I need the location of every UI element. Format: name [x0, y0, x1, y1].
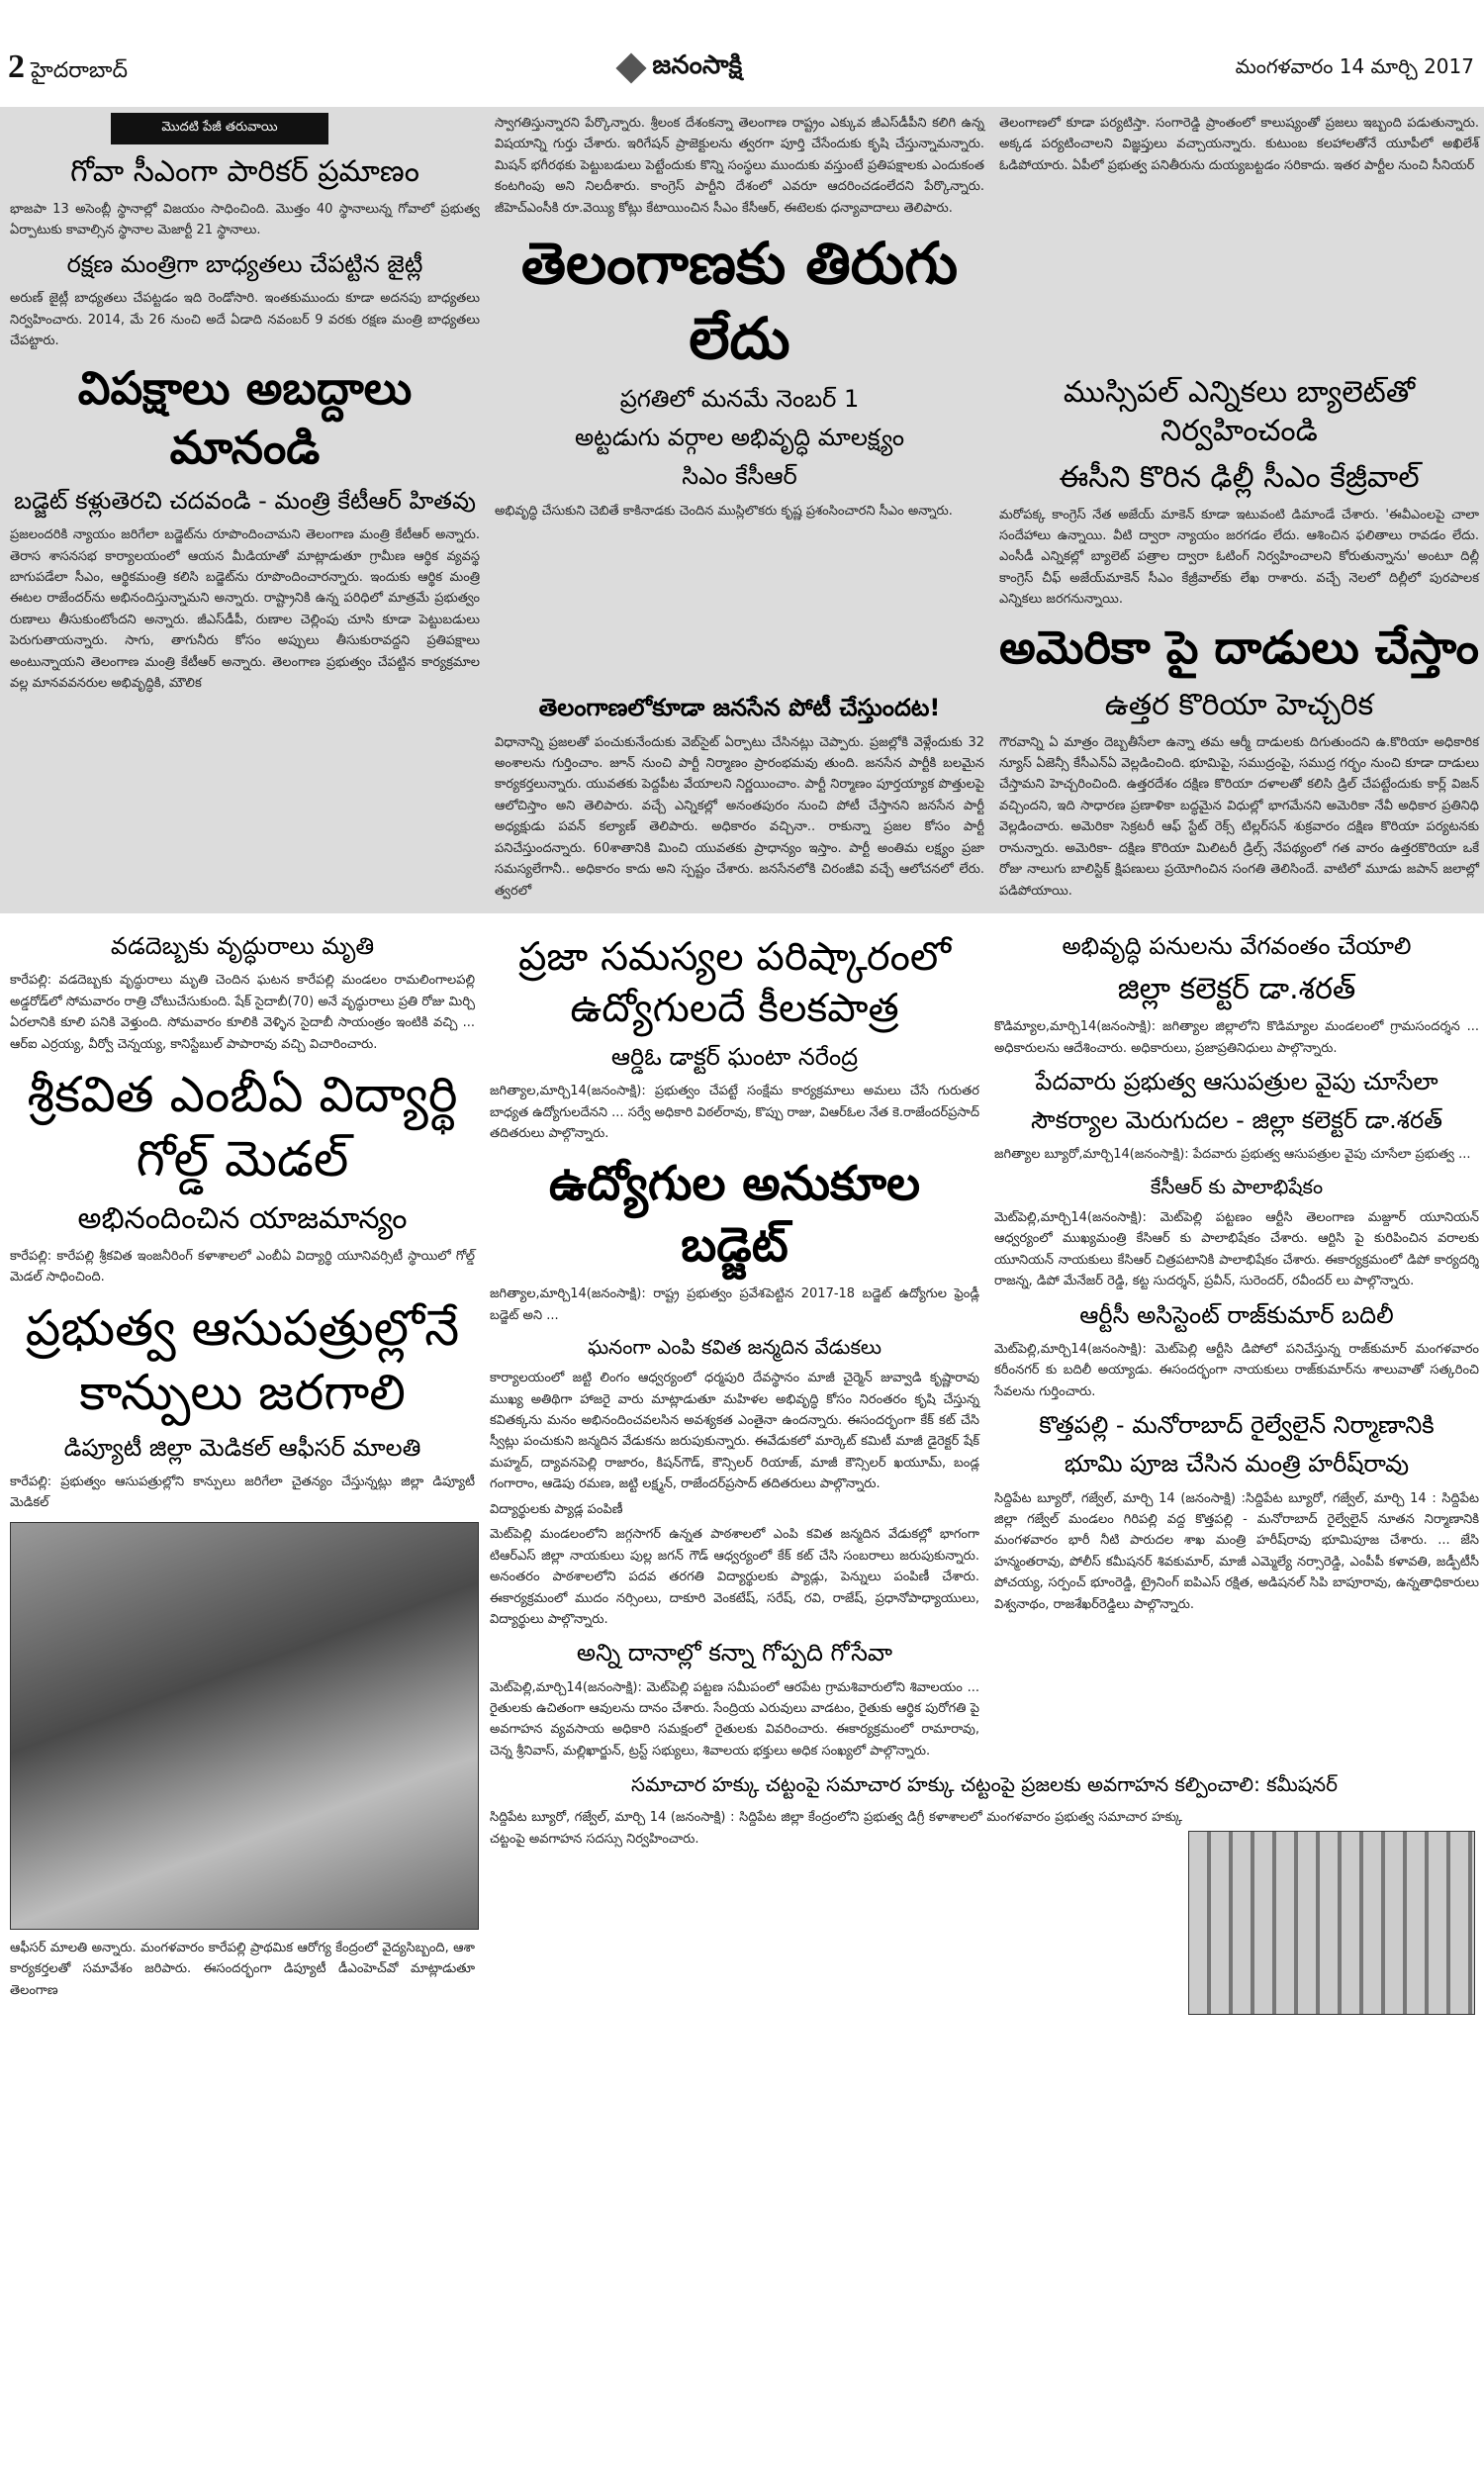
subheadline: సౌకర్యాల మెరుగుదల - జిల్లా కలెక్టర్ డా.శరత్ [1031, 1106, 1442, 1135]
headline-rti: సమాచార హక్కు చట్టంపై సమాచార హక్కు చట్టంపై ప్రజలకు అవగాహన కల్పించాలి: కమీషనర్ [631, 1772, 1338, 1797]
subheadline: బడ్జెట్ కళ్లుతెరచి చదవండి - మంత్రి కేటీఆర్ హితవు [14, 486, 476, 515]
headline-telangana: తెలంగాణకు తిరుగు లేదు [520, 230, 959, 372]
subheadline: అభినందించిన యాజమాన్యం [77, 1200, 408, 1236]
masthead [0, 0, 1484, 107]
paragraph-subhead: విద్యార్థులకు ప్యాడ్ల పంపిణీ [490, 1501, 623, 1517]
classroom-photo [1188, 1831, 1475, 2015]
headline-employees-role: ప్రజా సమస్యల పరిష్కారంలో ఉద్యోగులదే కీలకపాత్ర [517, 934, 952, 1031]
article-body: కారేపల్లి: వడదెబ్బకు వృద్ధురాలు మృతి చెందిన ఘటన కారేపల్లి మండలం రామలింగాలపల్లి అడ్డరోడ్‌లో సోమవారం రాత్రి చోటుచేసుకుంది. షేక్ సైదాబీ(70) అనే వృద్ధురాలు ప్రతి రోజు మిర్చి ఏరలానికి కూలి పనికి వెళ్తుంది. సోమవారం కూలికి వెళ్ళిన సైదాబీ సాయంత్రం ఇంటికి వచ్చి ... ఆర్‌ఐ ఎర్రయ్య, వీర్వో చెన్నయ్య, కానిస్టేబుల్ పాపారావు వచ్చి విచారించారు. [10, 973, 475, 1052]
article-body: ప్రజలందరికి న్యాయం జరిగేలా బడ్జెట్‌ను రూపొందించామని తెలంగాణ మంత్రి కేటీఆర్ అన్నారు. తెరాస శాసనసభ కార్యాలయంలో ఆయన మీడియాతో మాట్లాడుతూ గ్రామీణ ఆర్థిక వ్యవస్థ బాగుపడేలా సీఎం, ఆర్థికమంత్రి కలిసి బడ్జెట్‌ను రూపొందించారన్నారు. ఇందుకు ఆర్థిక మంత్రి ఈటల రాజేందర్‌ను అభినందిస్తున్నామని అన్నారు. రాష్ట్రానికి ఉన్న పరిధిలో మాత్రమే ప్రభుత్వం రుణాలు తీసుకుంటోందని అన్నారు. జీఎస్‌డీపీ, రుణాల చెల్లింపు చూసి కూడా పెట్టుబడులు పెరుగుతాయన్నారు. సాగు, తాగునీరు కోసం అప్పులు తీసుకురావద్దని ప్రతిపక్షాలు అంటున్నాయని తెలంగాణ మంత్రి కేటీఆర్ అన్నారు. తెలంగాణ ప్రభుత్వం చేపట్టిన కార్యక్రమాల వల్ల మానవవనరుల అభివృద్ధికి, మౌలిక [10, 527, 480, 692]
article-body: కారేపల్లి: ప్రభుత్వం ఆసుపత్రుల్లోని కాన్పులు జరిగేలా చైతన్యం చేస్తున్నట్లు జిల్లా డిప్యూటీ మెడికల్ [10, 1475, 475, 1511]
headline-north-korea: అమెరికా పై దాడులు చేస్తాం [999, 619, 1479, 674]
headline-palabhishekam: కేసీఆర్ కు పాలాభిషేకం [1150, 1174, 1324, 1198]
page-number-value: 2 [8, 48, 25, 85]
article-body: భాజపా 13 అసెంబ్లీ స్థానాల్లో విజయం సాధించింది. మొత్తం 40 స్థానాలున్న గోవాలో ప్రభుత్వ ఏర్పాటుకు కావాల్సిన స్థానాల మెజార్టీ 21 స్థానాలు. [10, 202, 480, 238]
article-body: జగిత్యాల,మార్చి14(జనంసాక్షి): ప్రభుత్వం చేపట్టే సంక్షేమ కార్యక్రమాలు అమలు చేసే గురుతర బాధ్యత ఉద్యోగులదేనని ... సర్వే అధికారి విఠల్‌రావు, కొప్పు రాజు, విఆర్‌ఓల నేత కె.రాజేందర్‌ప్రసాద్ తదితరులు పాల్గొన్నారు. [490, 1084, 979, 1142]
city-label: హైదరాబాద్ [31, 57, 128, 82]
headline-jaitley: రక్షణ మంత్రిగా బాధ్యతలు చేపట్టిన జైట్లీ [66, 249, 423, 278]
page-number [8, 48, 128, 88]
top-middle-column [495, 113, 984, 902]
headline-heatstroke: వడదెబ్బకు వృద్ధురాలు మృతి [110, 932, 375, 960]
top-left-column [10, 113, 480, 902]
subheadline: ఉత్తర కొరియా హెచ్చరిక [1104, 687, 1374, 722]
paper-name: జనంసాక్షి [652, 50, 743, 80]
article-body: తెలంగాణలో కూడా పర్యటిస్తా. సంగారెడ్డి ప్రాంతంలో కాలుష్యంతో ప్రజలు ఇబ్బంది పడుతున్నారు. అక్కడ పర్యటించాలని విజ్ఞప్తులు వచ్చాయన్నారు. కుటుంబ కలహాలతోనే యూపీలో అఖిలేశ్ ఓడిపోయారు. ఏపీలో ప్రభుత్వ పనితీరును దుయ్యబట్టడం సరికాదు. ఇతర పార్టీల నుంచి సీనియర్ [999, 116, 1479, 173]
article-body: విధానాన్ని ప్రజలతో పంచుకునేందుకు వెబ్‌సైట్ ఏర్పాటు చేసినట్లు చెప్పారు. ప్రజల్లోకి వెళ్లేందుకు 32 అంశాలను గుర్తించాం. జూన్ నుంచి పార్టీ నిర్మాణం ప్రారంభమవు తుంది. జనసేన పార్టీకి బలమైన కార్యకర్తలున్నారు. యువతకు పెద్దపీట వేయాలని నిర్ణయించాం. పార్టీ నిర్మాణం పూర్తయ్యాక పొత్తులపై ఆలోచిస్తాం అని తెలిపారు. వచ్చే ఎన్నికల్లో అనంతపురం నుంచి పోటీ చేస్తానని జనసేన పార్టీ అధ్యక్షుడు పవన్ కల్యాణ్ తెలిపారు. అధికారం వచ్చినా.. రాకున్నా ప్రజల కోసం పార్టీ పనిచేస్తుందన్నారు. 60శాతానికి మించి యువతకు ప్రాధాన్యం ఇస్తాం. పార్టీ అంతిమ లక్ష్యం ప్రజా సమస్యలేగానీ.. అధికారం కాదు అని స్పష్టం చేశారు. జనసేనలోకి చిరంజీవి వచ్చే ఆలోచనలో లేరు. త్వరలో [495, 734, 984, 899]
headline-kavitha-birthday: ఘనంగా ఎంపి కవిత జన్మదిన వేడుకలు [588, 1335, 881, 1360]
subheadline: సిఎం కేసీఆర్ [682, 462, 797, 491]
subheadline: ఈసీని కొరిన ఢిల్లీ సీఎం కేజ్రీవాల్ [1059, 459, 1420, 495]
paragraph: మెట్‌పెల్లి మండలంలోని జగ్గసాగర్ ఉన్నత పాఠశాలలో ఎంపి కవిత జన్మదిన వేడుకల్లో భాగంగా టిఆర్‌ఎస్ జిల్లా నాయకులు పుల్ల జగన్ గౌడ్ ఆధ్వర్యంలో కేక్ కట్ చేసి సంబరాలు జరుపుకున్నారు. అనంతరం పాఠశాలలోని పదవ తరగతి విద్యార్థులకు ప్యాడ్లు, పెన్నులు పంపిణీ చేశారు. ఈకార్యక్రమంలో ముదం నర్సింలు, దాకూరి వెంకటేష్, సరేష్, రవి, రాజేష్, ప్రధానోపాధ్యాయులు, విద్యార్థులు పాల్గొన్నారు. [490, 1527, 979, 1627]
bottom-right-area [490, 931, 1479, 2015]
article-body: జగిత్యాల,మార్చి14(జనంసాక్షి): రాష్ట్ర ప్రభుత్వం ప్రవేశపెట్టిన 2017-18 బడ్జెట్ ఉద్యోగుల ఫ్రెండ్లీ బడ్జెట్ అని ... [490, 1286, 979, 1323]
subheadline: ఆర్డిఓ డాక్టర్ ఘంటా నరేంద్ర [610, 1043, 859, 1071]
paper-logo [620, 50, 742, 86]
article-body: కొడిమ్యాల,మార్చి14(జనంసాక్షి): జగిత్యాల జిల్లాలోని కొడిమ్యాల మండలంలో గ్రామసందర్శన ... అధికారులను ఆదేశించారు. అధికారులు, ప్రజాప్రతినిధులు పాల్గొన్నారు. [994, 1019, 1479, 1056]
subheadline: ప్రగతిలో మనమే నెంబర్ 1 [619, 384, 860, 413]
top-section [0, 107, 1484, 913]
article-body: మెట్‌పెల్లి,మార్చి14(జనంసాక్షి): మెట్‌పెల్లి ఆర్టీసి డిపోలో పనిచేస్తున్న రాజ్‌కుమార్ మంగళవారం కరీంనగర్ కు బదిలీ అయ్యాడు. ఈసందర్భంగా నాయకులు రాజ్‌కుమార్‌ను శాలువాతో సత్కరించి సేవలను గుర్తించారు. [994, 1341, 1479, 1399]
meeting-photo [10, 1522, 479, 1930]
bottom-section [0, 913, 1484, 2025]
continued-label: మొదటి పేజీ తరువాయి [111, 113, 328, 144]
issue-date: మంగళవారం 14 మార్చి 2017 [1235, 53, 1474, 78]
headline-development: అభివృద్ధి పనులను వేగవంతం చేయాలి [1062, 932, 1412, 960]
article-body: స్వాగతిస్తున్నారని పేర్కొన్నారు. శ్రీలంక దేశంకన్నా తెలంగాణ రాష్ట్రం ఎక్కువ జీఎస్‌డీపీని కలిగి ఉన్న విషయాన్ని గుర్తు చేశారు. ఇరిగేషన్ ప్రాజెక్టులను త్వరగా పూర్తి చేసేందుకు కృషి చేస్తున్నామన్నారు. మిషన్ భగీరథకు పెట్టుబడులు పెట్టేందుకు కొన్ని సంస్థలు ముందుకు వస్తుంటే ప్రతిపక్షాలకు ఎందుకంత కంటగింపు అని నిలదీశారు. కాంగ్రెస్ పార్టీని దేశంలో ఎవరూ ఆదరించడంలేదని పేర్కొన్నారు. జీహెచ్‌ఎంసీకి రూ.వెయ్యి కోట్లు కేటాయించిన సీఎం కేసీఆర్, ఈటెలకు ధన్యావాదాలు తెలిపారు. [495, 116, 984, 216]
headline-employee-budget: ఉద్యోగుల అనుకూల బడ్జెట్ [548, 1155, 921, 1273]
bottom-right-column [994, 931, 1479, 1762]
article-body: ఆఫీసర్ మాలతి అన్నారు. మంగళవారం కారేపల్లి ప్రాథమిక ఆరోగ్య కేంద్రంలో వైద్యసిబ్బంది, ఆశా కార్యకర్తలతో సమావేశం జరిపారు. ఈసందర్భంగా డిప్యూటీ డీఎంహెచ్‌వో మాట్లాడుతూ తెలంగాణ [10, 1940, 475, 1998]
bottom-middle-column [490, 931, 979, 1762]
headline-transfer: ఆర్టీసీ అసిస్టెంట్ రాజ్‌కుమార్ బదిలీ [1079, 1300, 1394, 1329]
headline-railway: కొత్తపల్లి - మనోరాబాద్ రైల్వేలైన్ నిర్మాణానికి [1039, 1411, 1435, 1440]
paragraph: కార్యాలయంలో జట్టి లింగం ఆధ్వర్యంలో ధర్మపురి దేవస్థానం మాజీ చైర్మెన్ జువ్వాడి కృష్ణారావు ముఖ్య అతిథిగా హాజరై వారు మాట్లాడుతూ మహిళల అభివృద్ధి కోసం నిరంతరం కృషి చేస్తున్న కవితక్కను మనం అభినందించవలసిన అవశ్యకత ఎంతైనా ఉందన్నారు. ఈసందర్భంగా కేక్ కట్ చేసి స్వీట్లు పంచుకుని జన్మదిన వేడుకను జరుపుకున్నారు. ఈవేడుకలో మార్కెట్ కమిటీ మాజీ డైరెక్టర్ షేక్ మహ్మద్, ద్యావనపెల్లి రాజారం, కిషన్‌గౌడ్, కౌన్సిలర్ రియాజ్, మాజీ కౌన్సిలర్ ఖయూమ్, బండ్ల గంగారాం, ఆడెపు రమణ, జట్టి లక్ష్మన్, రాజేందర్‌ప్రసాద్ తదితరులు పాల్గొన్నారు. [490, 1371, 979, 1492]
article-body: మరోపక్క కాంగ్రెస్ నేత అజేయ్ మాకెన్ కూడా ఇటువంటి డిమాండే చేశారు. 'ఈవీఎంలపై చాలా సందేహాలు ఉన్నాయి. వీటి ద్వారా న్యాయం జరగడం లేదు. ఆశించిన ఫలితాలు రావడం లేదు. ఎంసీడీ ఎన్నికల్లో బ్యాలెట్ పత్రాల ద్వారా ఓటింగ్ నిర్వహించాలని కోరుతున్నాను' అంటూ దిల్లీ కాంగ్రెస్ చీఫ్ అజేయ్‌మాకెన్ సీఎం కేజ్రీవాల్‌కు లేఖ రాశారు. వచ్చే నెలలో దిల్లీలో పురపాలక ఎన్నికలు జరగనున్నాయి. [999, 507, 1479, 608]
headline-gosevaa: అన్ని దానాల్లో కన్నా గోప్పది గోసేవా [576, 1639, 893, 1667]
subheadline: భూమి పూజ చేసిన మంత్రి హరీష్‌రావు [1064, 1450, 1410, 1478]
article-body: మెట్‌పెల్లి,మార్చి14(జనంసాక్షి): మెట్‌పెల్లి పట్టణ సమీపంలో ఆరపేట గ్రామశివారులోని శివాలయం ... రైతులకు ఉచితంగా ఆవులను దానం చేశారు. సేంద్రియ ఎరువులు వాడటం, రైతుకు ఆర్థిక పురోగతి పై అవగాహన వ్యవసాయ అధికారి సమక్షంలో రైతులకు వివరించారు. ఈకార్యక్రమంలో రామారావు, చెన్న శ్రీనివాస్, మల్లిఖార్జున్, ట్రస్ట్ సభ్యులు, శివాలయ భక్తులు అధిక సంఖ్యలో పాల్గొన్నారు. [490, 1679, 979, 1759]
headline-hospital-deliveries: ప్రభుత్వ ఆసుపత్రుల్లోనే కాన్పులు జరగాలి [25, 1298, 460, 1421]
bottom-left-column [10, 931, 475, 2015]
article-body: సిద్దిపేట బ్యూరో, గజ్వేల్, మార్చి 14 (జనంసాక్షి) : సిద్దిపేట జిల్లా కేంద్రంలోని ప్రభుత్వ డిగ్రీ కళాశాలలో మంగళవారం ప్రభుత్వ సమాచార హక్కు చట్టంపై అవగాహన సదస్సు నిర్వహించారు. [490, 1810, 1182, 1847]
headline-hospitals: పేదవారు ప్రభుత్వ ఆసుపత్రుల వైపు చూసేలా [1035, 1068, 1438, 1096]
article-body [490, 1368, 979, 1630]
subheadline: జిల్లా కలెక్టర్ డా.శరత్ [1117, 972, 1356, 1007]
headline-goa: గోవా సీఎంగా పారికర్ ప్రమాణం [70, 154, 419, 189]
headline-ballot: ముస్సిపల్ ఎన్నికలు బ్యాలెట్‌తో నిర్వహించండి [1063, 374, 1416, 448]
article-body: మెట్‌పెల్లి,మార్చి14(జనంసాక్షి): మెట్‌పెల్లి పట్టణం ఆర్టీసి తెలంగాణ మజ్దూర్ యూనియన్ ఆధ్వర్యంలో ముఖ్యమంత్రి కేసిఆర్ కు పాలాభిషేకం చేశారు. ఆర్టిసి పై కురిపించిన వరాలకు యూనియన్ నాయకులు కేసిఆర్ చిత్రపటానికి పాలాభిషేకం చేశారు. ఈకార్యక్రమంలో డిపో కార్యదర్శి రాజన్న, డిపో మేనేజర్ రెడ్డి, కట్ట సుదర్శన్, ప్రవీన్, సురెందర్, రవీందర్ లు పాల్గొన్నారు. [994, 1209, 1479, 1289]
rti-article [490, 1807, 1479, 2015]
top-right-column [999, 113, 1479, 902]
article-body: అరుణ్ జైట్లీ బాధ్యతలు చేపట్టడం ఇది రెండోసారి. ఇంతకుముందు కూడా అదనపు బాధ్యతలు నిర్వహించారు. 2014, మే 26 నుంచి అదే ఏడాది నవంబర్ 9 వరకు రక్షణ మంత్రి బాధ్యతలు చేపట్టారు. [10, 291, 480, 348]
article-body: సిద్దిపేట బ్యూరో, గజ్వేల్, మార్చి 14 (జనంసాక్షి) :సిద్దిపేట బ్యూరో, గజ్వేల్, మార్చి 14 : సిద్దిపేట జిల్లా గజ్వేల్ మండలం గిరిపల్లి వద్ద కొత్తపల్లి - మనోరాబాద్ రైల్వేలైన్ నూతన నిర్మాణానికి మంగళవారం భారీ నీటి పారుదల శాఖ మంత్రి హరీష్‌రావు భూమిపూజ చేశారు. ... జేసి హన్మంతరావు, పోలీస్ కమీషనర్ శివకుమార్, మాజీ ఎమ్మెల్యే నర్సారెడ్డి, ఎంపీపీ కళావతి, జడ్పీటీసీ పోచయ్య, సర్పంచ్ భూంరెడ్డి, ట్రైనింగ్ ఐపిఎస్ రక్షిత, అడిషనల్ సిపి బాపూరావు, ఉన్నతాధికారులు విశ్వనాథం, రాజశేఖర్‌రెడ్డిలు పాల్గొన్నారు. [994, 1490, 1479, 1612]
bottom-columns [490, 931, 1479, 1762]
article-body: గౌరవాన్ని ఏ మాత్రం దెబ్బతీసేలా ఉన్నా తమ ఆర్మీ దాడులకు దిగుతుందని ఉ.కొరియా అధికారిక న్యూస్ ఏజెన్సీ కేసీఎన్‌ఏ వెల్లడించింది. భూమిపై, సముద్రంపై, సముద్ర గర్భం నుంచి కూడా దాడులు చేస్తామని హెచ్చరించింది. ఉత్తరదేశం దక్షిణ కొరియా దళాలతో కలిసి డ్రిల్ చేపట్టేందుకు కార్ల్ విజన్ వచ్చిందని, ఇది సాధారణ ప్రణాళికా బద్ధమైన విధుల్లో భాగమేనని అమెరికా నేవీ అధికార ప్రతినిధి వెల్లడించారు. అమెరికా సెక్రటరీ ఆఫ్ స్టేట్ రెక్స్ టిల్లర్‌సన్ శుక్రవారం దక్షిణ కొరియా పర్యటనకు రానున్నారు. అమెరికా- దక్షిణ కొరియా మిలిటరీ డ్రిల్స్ నేపథ్యంలో గత వారం ఉత్తరకొరియా ఒకే రోజు నాలుగు బాలిస్టిక్ క్షిపణులు ప్రయోగించిన సంగతి తెలిసిందే. వాటిలో మూడు జపాన్ జలాల్లో పడిపోయాయి. [999, 734, 1479, 899]
subheadline: అట్టడుగు వర్గాల అభివృద్ధి మాలక్ష్యం [574, 424, 904, 452]
headline-janasena: తెలంగాణలోకూడా జనసేన పోటీ చేస్తుందట! [538, 694, 941, 722]
headline-opposition: విపక్షాలు అబద్దాలు మానండి [77, 361, 413, 475]
logo-icon [616, 52, 647, 83]
article-body: కారేపల్లి: కారేపల్లి శ్రీకవిత ఇంజనీరింగ్ కళాశాలలో ఎంబీఏ విద్యార్థి యూనివర్సిటీ స్థాయిలో గోల్డ్ మెడల్ సాధించింది. [10, 1248, 475, 1286]
article-body: జగిత్యాల బ్యూరో,మార్చి14(జనంసాక్షి): పేదవారు ప్రభుత్వ ఆసుపత్రుల వైపు చూసేలా ప్రభుత్వ ... [994, 1147, 1471, 1163]
subheadline: డిప్యూటీ జిల్లా మెడికల్ ఆఫీసర్ మాలతి [63, 1433, 421, 1462]
headline-gold-medal: శ్రీకవిత ఎంబీఏ విద్యార్థి గోల్డ్ మెడల్ [27, 1065, 458, 1188]
article-body: అభివృద్ధి చేసుకుని చెబితే కాకినాడకు చెందిన ముస్లిలొకరు కృష్ణ ప్రశంసించారని సీఎం అన్నారు. [495, 503, 953, 519]
